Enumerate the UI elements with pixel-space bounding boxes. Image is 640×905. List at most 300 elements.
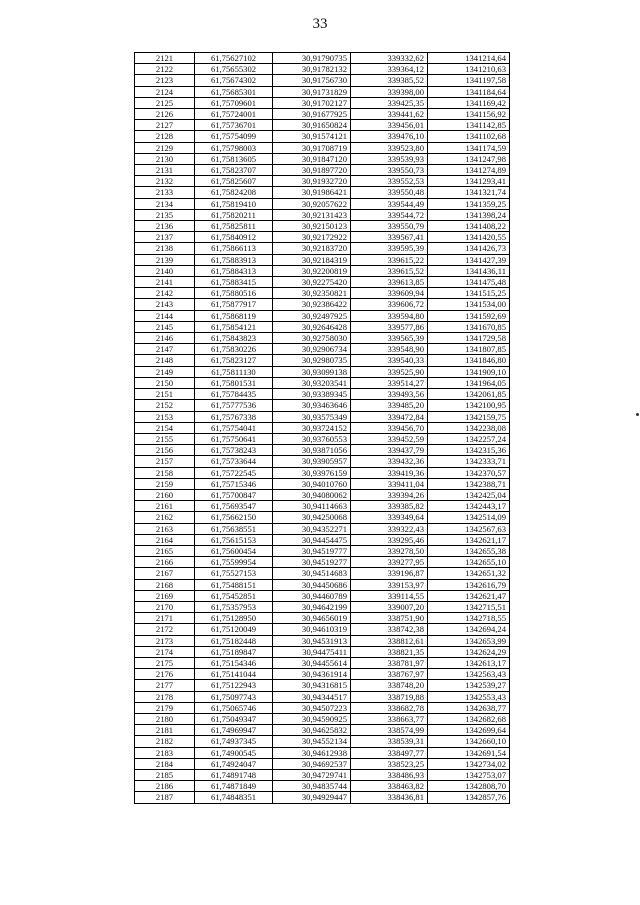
point-number-cell: 2165	[135, 545, 195, 556]
x-coordinate-cell: 339394,26	[351, 489, 428, 500]
table-row	[135, 512, 510, 523]
table-row	[135, 131, 510, 142]
table-row	[135, 445, 510, 456]
longitude-cell: 30,93099138	[273, 366, 351, 377]
x-coordinate-cell: 339567,41	[351, 232, 428, 243]
latitude-cell: 61,74969947	[195, 725, 273, 736]
point-number-cell: 2124	[135, 86, 195, 97]
longitude-cell: 30,92350821	[273, 288, 351, 299]
latitude-cell: 61,75801531	[195, 377, 273, 388]
latitude-cell: 61,75722545	[195, 467, 273, 478]
x-coordinate-cell: 339525,90	[351, 366, 428, 377]
longitude-cell: 30,94612938	[273, 747, 351, 758]
latitude-cell: 61,75738243	[195, 445, 273, 456]
x-coordinate-cell: 339419,36	[351, 467, 428, 478]
longitude-cell: 30,92057622	[273, 198, 351, 209]
coordinates-table	[134, 52, 510, 804]
point-number-cell: 2122	[135, 64, 195, 75]
longitude-cell: 30,94450686	[273, 579, 351, 590]
longitude-cell: 30,92646428	[273, 321, 351, 332]
latitude-cell: 61,75120049	[195, 624, 273, 635]
y-coordinate-cell: 1342567,63	[428, 523, 510, 534]
x-coordinate-cell: 339278,50	[351, 545, 428, 556]
point-number-cell: 2162	[135, 512, 195, 523]
x-coordinate-cell: 339540,33	[351, 355, 428, 366]
y-coordinate-cell: 1341174,59	[428, 142, 510, 153]
table-row	[135, 501, 510, 512]
latitude-cell: 61,75182448	[195, 635, 273, 646]
x-coordinate-cell: 338463,82	[351, 781, 428, 792]
y-coordinate-cell: 1342691,54	[428, 747, 510, 758]
x-coordinate-cell: 339007,20	[351, 601, 428, 612]
longitude-cell: 30,94531913	[273, 635, 351, 646]
table-row	[135, 355, 510, 366]
y-coordinate-cell: 1342613,17	[428, 657, 510, 668]
table-row	[135, 702, 510, 713]
point-number-cell: 2187	[135, 792, 195, 803]
point-number-cell: 2148	[135, 355, 195, 366]
point-number-cell: 2146	[135, 333, 195, 344]
point-number-cell: 2128	[135, 131, 195, 142]
latitude-cell: 61,75049347	[195, 713, 273, 724]
table-row	[135, 165, 510, 176]
y-coordinate-cell: 1341156,92	[428, 109, 510, 120]
table-row	[135, 64, 510, 75]
latitude-cell: 61,75154346	[195, 657, 273, 668]
x-coordinate-cell: 338767,97	[351, 669, 428, 680]
table-row	[135, 288, 510, 299]
x-coordinate-cell: 339565,39	[351, 333, 428, 344]
point-number-cell: 2137	[135, 232, 195, 243]
table-row	[135, 299, 510, 310]
point-number-cell: 2151	[135, 389, 195, 400]
point-number-cell: 2153	[135, 411, 195, 422]
table-row	[135, 646, 510, 657]
x-coordinate-cell: 339385,52	[351, 75, 428, 86]
table-row	[135, 277, 510, 288]
point-number-cell: 2132	[135, 176, 195, 187]
x-coordinate-cell: 339322,43	[351, 523, 428, 534]
point-number-cell: 2185	[135, 770, 195, 781]
latitude-cell: 61,74848351	[195, 792, 273, 803]
y-coordinate-cell: 1342553,43	[428, 691, 510, 702]
x-coordinate-cell: 339548,90	[351, 344, 428, 355]
point-number-cell: 2152	[135, 400, 195, 411]
point-number-cell: 2173	[135, 635, 195, 646]
y-coordinate-cell: 1341197,58	[428, 75, 510, 86]
latitude-cell: 61,75825811	[195, 221, 273, 232]
x-coordinate-cell: 339539,93	[351, 153, 428, 164]
y-coordinate-cell: 1341846,80	[428, 355, 510, 366]
y-coordinate-cell: 1341515,25	[428, 288, 510, 299]
latitude-cell: 61,75122943	[195, 680, 273, 691]
y-coordinate-cell: 1342333,71	[428, 456, 510, 467]
latitude-cell: 61,75823707	[195, 165, 273, 176]
latitude-cell: 61,75141044	[195, 669, 273, 680]
longitude-cell: 30,92184319	[273, 254, 351, 265]
longitude-cell: 30,92980735	[273, 355, 351, 366]
longitude-cell: 30,94729741	[273, 770, 351, 781]
latitude-cell: 61,75883913	[195, 254, 273, 265]
latitude-cell: 61,75820211	[195, 209, 273, 220]
point-number-cell: 2125	[135, 97, 195, 108]
longitude-cell: 30,94929447	[273, 792, 351, 803]
point-number-cell: 2186	[135, 781, 195, 792]
table-row	[135, 377, 510, 388]
longitude-cell: 30,94114663	[273, 501, 351, 512]
longitude-cell: 30,92275420	[273, 277, 351, 288]
y-coordinate-cell: 1342651,32	[428, 568, 510, 579]
y-coordinate-cell: 1342682,68	[428, 713, 510, 724]
latitude-cell: 61,75736701	[195, 120, 273, 131]
latitude-cell: 61,75883415	[195, 277, 273, 288]
x-coordinate-cell: 338821,35	[351, 646, 428, 657]
point-number-cell: 2131	[135, 165, 195, 176]
x-coordinate-cell: 339349,64	[351, 512, 428, 523]
point-number-cell: 2136	[135, 221, 195, 232]
point-number-cell: 2126	[135, 109, 195, 120]
table-row	[135, 321, 510, 332]
latitude-cell: 61,75599954	[195, 557, 273, 568]
latitude-cell: 61,75754041	[195, 422, 273, 433]
longitude-cell: 30,91702127	[273, 97, 351, 108]
latitude-cell: 61,75674302	[195, 75, 273, 86]
y-coordinate-cell: 1341436,11	[428, 265, 510, 276]
table-row	[135, 109, 510, 120]
y-coordinate-cell: 1342718,55	[428, 613, 510, 624]
x-coordinate-cell: 339544,49	[351, 198, 428, 209]
point-number-cell: 2156	[135, 445, 195, 456]
latitude-cell: 61,75830226	[195, 344, 273, 355]
table-row	[135, 713, 510, 724]
longitude-cell: 30,92497925	[273, 310, 351, 321]
x-coordinate-cell: 338781,97	[351, 657, 428, 668]
y-coordinate-cell: 1341247,98	[428, 153, 510, 164]
x-coordinate-cell: 339514,27	[351, 377, 428, 388]
y-coordinate-cell: 1342734,02	[428, 758, 510, 769]
y-coordinate-cell: 1341169,42	[428, 97, 510, 108]
longitude-cell: 30,94656019	[273, 613, 351, 624]
point-number-cell: 2123	[135, 75, 195, 86]
x-coordinate-cell: 339550,79	[351, 221, 428, 232]
longitude-cell: 30,94344517	[273, 691, 351, 702]
longitude-cell: 30,93575349	[273, 411, 351, 422]
point-number-cell: 2160	[135, 489, 195, 500]
x-coordinate-cell: 339523,80	[351, 142, 428, 153]
table-row	[135, 523, 510, 534]
table-row	[135, 568, 510, 579]
x-coordinate-cell: 339594,80	[351, 310, 428, 321]
x-coordinate-cell: 339385,82	[351, 501, 428, 512]
point-number-cell: 2142	[135, 288, 195, 299]
longitude-cell: 30,92150123	[273, 221, 351, 232]
longitude-cell: 30,91897720	[273, 165, 351, 176]
table-row	[135, 792, 510, 803]
y-coordinate-cell: 1342699,64	[428, 725, 510, 736]
latitude-cell: 61,75824208	[195, 187, 273, 198]
y-coordinate-cell: 1341420,55	[428, 232, 510, 243]
table-row	[135, 333, 510, 344]
y-coordinate-cell: 1342624,29	[428, 646, 510, 657]
longitude-cell: 30,92386422	[273, 299, 351, 310]
longitude-cell: 30,93905957	[273, 456, 351, 467]
latitude-cell: 61,75527153	[195, 568, 273, 579]
y-coordinate-cell: 1342563,43	[428, 669, 510, 680]
longitude-cell: 30,94514683	[273, 568, 351, 579]
y-coordinate-cell: 1342388,71	[428, 478, 510, 489]
point-number-cell: 2171	[135, 613, 195, 624]
y-coordinate-cell: 1342638,77	[428, 702, 510, 713]
longitude-cell: 30,91756730	[273, 75, 351, 86]
longitude-cell: 30,93463646	[273, 400, 351, 411]
latitude-cell: 61,75357953	[195, 601, 273, 612]
x-coordinate-cell: 339452,59	[351, 433, 428, 444]
table-row	[135, 601, 510, 612]
table-row	[135, 635, 510, 646]
table-row	[135, 97, 510, 108]
y-coordinate-cell: 1342655,38	[428, 545, 510, 556]
point-number-cell: 2184	[135, 758, 195, 769]
point-number-cell: 2145	[135, 321, 195, 332]
longitude-cell: 30,93871056	[273, 445, 351, 456]
longitude-cell: 30,92758030	[273, 333, 351, 344]
x-coordinate-cell: 338486,93	[351, 770, 428, 781]
y-coordinate-cell: 1341729,58	[428, 333, 510, 344]
y-coordinate-cell: 1341274,89	[428, 165, 510, 176]
x-coordinate-cell: 339295,46	[351, 534, 428, 545]
longitude-cell: 30,94475411	[273, 646, 351, 657]
longitude-cell: 30,94835744	[273, 781, 351, 792]
point-number-cell: 2179	[135, 702, 195, 713]
table-row	[135, 254, 510, 265]
point-number-cell: 2127	[135, 120, 195, 131]
table-row	[135, 725, 510, 736]
table-row	[135, 344, 510, 355]
x-coordinate-cell: 338751,90	[351, 613, 428, 624]
point-number-cell: 2181	[135, 725, 195, 736]
x-coordinate-cell: 338523,25	[351, 758, 428, 769]
table-row	[135, 142, 510, 153]
y-coordinate-cell: 1342715,51	[428, 601, 510, 612]
latitude-cell: 61,74937345	[195, 736, 273, 747]
x-coordinate-cell: 339577,86	[351, 321, 428, 332]
table-row	[135, 680, 510, 691]
latitude-cell: 61,74871849	[195, 781, 273, 792]
x-coordinate-cell: 339615,52	[351, 265, 428, 276]
point-number-cell: 2182	[135, 736, 195, 747]
point-number-cell: 2141	[135, 277, 195, 288]
longitude-cell: 30,94642199	[273, 601, 351, 612]
latitude-cell: 61,75813605	[195, 153, 273, 164]
table-row	[135, 176, 510, 187]
longitude-cell: 30,94519277	[273, 557, 351, 568]
point-number-cell: 2167	[135, 568, 195, 579]
longitude-cell: 30,91782132	[273, 64, 351, 75]
y-coordinate-cell: 1341592,69	[428, 310, 510, 321]
table-row	[135, 86, 510, 97]
latitude-cell: 61,75488151	[195, 579, 273, 590]
latitude-cell: 61,75724001	[195, 109, 273, 120]
latitude-cell: 61,75065746	[195, 702, 273, 713]
latitude-cell: 61,75715346	[195, 478, 273, 489]
y-coordinate-cell: 1341807,85	[428, 344, 510, 355]
latitude-cell: 61,75866113	[195, 243, 273, 254]
x-coordinate-cell: 339550,48	[351, 187, 428, 198]
y-coordinate-cell: 1342616,79	[428, 579, 510, 590]
point-number-cell: 2130	[135, 153, 195, 164]
x-coordinate-cell: 339493,56	[351, 389, 428, 400]
latitude-cell: 61,75777536	[195, 400, 273, 411]
point-number-cell: 2177	[135, 680, 195, 691]
x-coordinate-cell: 339609,94	[351, 288, 428, 299]
table-row	[135, 770, 510, 781]
x-coordinate-cell: 338812,61	[351, 635, 428, 646]
point-number-cell: 2164	[135, 534, 195, 545]
table-row	[135, 489, 510, 500]
point-number-cell: 2159	[135, 478, 195, 489]
x-coordinate-cell: 339456,70	[351, 422, 428, 433]
longitude-cell: 30,93760553	[273, 433, 351, 444]
longitude-cell: 30,94519777	[273, 545, 351, 556]
table-row	[135, 153, 510, 164]
latitude-cell: 61,75700847	[195, 489, 273, 500]
latitude-cell: 61,74900545	[195, 747, 273, 758]
table-row	[135, 691, 510, 702]
x-coordinate-cell: 339606,72	[351, 299, 428, 310]
latitude-cell: 61,75615153	[195, 534, 273, 545]
y-coordinate-cell: 1341210,63	[428, 64, 510, 75]
x-coordinate-cell: 339485,20	[351, 400, 428, 411]
table-row	[135, 534, 510, 545]
x-coordinate-cell: 338497,77	[351, 747, 428, 758]
point-number-cell: 2121	[135, 53, 195, 64]
y-coordinate-cell: 1341670,85	[428, 321, 510, 332]
x-coordinate-cell: 339615,22	[351, 254, 428, 265]
point-number-cell: 2176	[135, 669, 195, 680]
point-number-cell: 2161	[135, 501, 195, 512]
y-coordinate-cell: 1342443,17	[428, 501, 510, 512]
x-coordinate-cell: 339437,79	[351, 445, 428, 456]
longitude-cell: 30,94352271	[273, 523, 351, 534]
longitude-cell: 30,94454475	[273, 534, 351, 545]
y-coordinate-cell: 1341408,22	[428, 221, 510, 232]
latitude-cell: 61,75880516	[195, 288, 273, 299]
y-coordinate-cell: 1342238,08	[428, 422, 510, 433]
latitude-cell: 61,75627102	[195, 53, 273, 64]
y-coordinate-cell: 1342539,27	[428, 680, 510, 691]
latitude-cell: 61,75840912	[195, 232, 273, 243]
table-row	[135, 243, 510, 254]
x-coordinate-cell: 339425,35	[351, 97, 428, 108]
y-coordinate-cell: 1342257,24	[428, 433, 510, 444]
longitude-cell: 30,94610319	[273, 624, 351, 635]
y-coordinate-cell: 1342753,07	[428, 770, 510, 781]
table-row	[135, 221, 510, 232]
latitude-cell: 61,75825607	[195, 176, 273, 187]
point-number-cell: 2180	[135, 713, 195, 724]
point-number-cell: 2172	[135, 624, 195, 635]
y-coordinate-cell: 1342061,85	[428, 389, 510, 400]
longitude-cell: 30,94316815	[273, 680, 351, 691]
latitude-cell: 61,75189847	[195, 646, 273, 657]
point-number-cell: 2150	[135, 377, 195, 388]
table-row	[135, 624, 510, 635]
point-number-cell: 2154	[135, 422, 195, 433]
point-number-cell: 2170	[135, 601, 195, 612]
table-row	[135, 579, 510, 590]
point-number-cell: 2143	[135, 299, 195, 310]
latitude-cell: 61,75884313	[195, 265, 273, 276]
latitude-cell: 61,75709601	[195, 97, 273, 108]
y-coordinate-cell: 1341427,39	[428, 254, 510, 265]
table-row	[135, 265, 510, 276]
point-number-cell: 2155	[135, 433, 195, 444]
y-coordinate-cell: 1341214,64	[428, 53, 510, 64]
x-coordinate-cell: 338682,78	[351, 702, 428, 713]
longitude-cell: 30,91986421	[273, 187, 351, 198]
y-coordinate-cell: 1342621,17	[428, 534, 510, 545]
x-coordinate-cell: 339364,12	[351, 64, 428, 75]
y-coordinate-cell: 1342694,24	[428, 624, 510, 635]
longitude-cell: 30,94361914	[273, 669, 351, 680]
x-coordinate-cell: 339196,87	[351, 568, 428, 579]
y-coordinate-cell: 1342655,10	[428, 557, 510, 568]
point-number-cell: 2183	[135, 747, 195, 758]
y-coordinate-cell: 1341398,24	[428, 209, 510, 220]
point-number-cell: 2140	[135, 265, 195, 276]
longitude-cell: 30,91650824	[273, 120, 351, 131]
x-coordinate-cell: 338748,20	[351, 680, 428, 691]
latitude-cell: 61,75877917	[195, 299, 273, 310]
table-row	[135, 209, 510, 220]
table-row	[135, 545, 510, 556]
x-coordinate-cell: 339595,39	[351, 243, 428, 254]
point-number-cell: 2144	[135, 310, 195, 321]
y-coordinate-cell: 1341475,48	[428, 277, 510, 288]
table-row	[135, 613, 510, 624]
table-row	[135, 781, 510, 792]
point-number-cell: 2168	[135, 579, 195, 590]
longitude-cell: 30,91574121	[273, 131, 351, 142]
longitude-cell: 30,94625832	[273, 725, 351, 736]
x-coordinate-cell: 339114,55	[351, 590, 428, 601]
point-number-cell: 2135	[135, 209, 195, 220]
point-number-cell: 2163	[135, 523, 195, 534]
latitude-cell: 61,75843823	[195, 333, 273, 344]
point-number-cell: 2147	[135, 344, 195, 355]
latitude-cell: 61,75128950	[195, 613, 273, 624]
table-row	[135, 478, 510, 489]
table-row	[135, 187, 510, 198]
x-coordinate-cell: 339552,53	[351, 176, 428, 187]
point-number-cell: 2134	[135, 198, 195, 209]
latitude-cell: 61,75452851	[195, 590, 273, 601]
latitude-cell: 61,75097743	[195, 691, 273, 702]
y-coordinate-cell: 1342621,47	[428, 590, 510, 601]
longitude-cell: 30,94552134	[273, 736, 351, 747]
longitude-cell: 30,94590925	[273, 713, 351, 724]
point-number-cell: 2133	[135, 187, 195, 198]
longitude-cell: 30,93389345	[273, 389, 351, 400]
longitude-cell: 30,92183720	[273, 243, 351, 254]
y-coordinate-cell: 1341426,73	[428, 243, 510, 254]
point-number-cell: 2166	[135, 557, 195, 568]
point-number-cell: 2174	[135, 646, 195, 657]
latitude-cell: 61,75784435	[195, 389, 273, 400]
table-row	[135, 232, 510, 243]
x-coordinate-cell: 339411,04	[351, 478, 428, 489]
y-coordinate-cell: 1341964,05	[428, 377, 510, 388]
